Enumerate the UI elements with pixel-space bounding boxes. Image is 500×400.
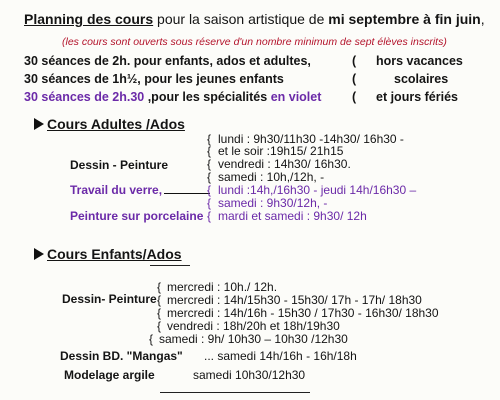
bd-schedule: ... samedi 14h/16h - 16h/18h: [204, 349, 357, 363]
children-dessin-line-5: samedi : 9h/ 10h30 – 10h30 /12h30: [159, 332, 348, 346]
title-rest: pour la saison artistique de: [153, 11, 329, 27]
adult-dessin-line-1: lundi : 9h30/11h30 -14h30/ 16h30 -: [218, 132, 404, 146]
adult-dessin-label: Dessin - Peinture: [70, 158, 169, 172]
blank-line: [164, 193, 210, 194]
brace: {: [207, 132, 212, 146]
children-dessin-line-1: mercredi : 10h./ 12h.: [167, 280, 278, 294]
verre-label-text: Travail du verre,: [70, 183, 163, 197]
session-line-1-text: 30 séances de 2h. pour enfants, ados et adultes,: [24, 54, 311, 68]
title-period: mi septembre à fin juin: [328, 11, 481, 27]
session-line-1: [24, 54, 311, 68]
brace: {: [157, 306, 162, 320]
session-paren-1: (: [352, 54, 357, 68]
brace: {: [157, 319, 162, 333]
title-trailing: ,: [480, 11, 485, 27]
porcelaine-line: mardi et samedi : 9h30/ 12h: [218, 209, 367, 223]
brace: {: [157, 280, 162, 294]
page-title: [24, 11, 485, 27]
verre-line-2: samedi : 9h30/12h, -: [218, 196, 328, 210]
arrow-right-icon: [34, 248, 44, 260]
brace: {: [207, 196, 212, 210]
brace: {: [207, 209, 212, 223]
adult-dessin-line-4: samedi : 10h,/12h, -: [218, 170, 325, 184]
children-heading: [34, 246, 182, 262]
session-line-3-violet: 30 séances de 2h.30: [24, 90, 145, 104]
children-dessin-label: Dessin- Peinture: [62, 292, 157, 306]
divider: [160, 392, 310, 393]
adults-heading-text: Cours Adultes /Ados: [47, 116, 185, 132]
registration-note: (les cours sont ouverts sous réserve d'un nombre minimum de sept élèves inscrits): [62, 36, 447, 48]
modelage-schedule: samedi 10h30/12h30: [193, 368, 306, 382]
adult-dessin-line-2: et le soir :19h15/ 21h15: [218, 144, 344, 158]
brace: {: [207, 157, 212, 171]
brace: {: [207, 183, 212, 197]
brace: {: [149, 332, 154, 346]
children-heading-text: Cours Enfants/Ados: [47, 246, 182, 262]
brace: {: [207, 170, 212, 184]
session-line-3-violet2: en violet: [270, 90, 322, 104]
verre-line-1: lundi :14h,/16h30 - jeudi 14h/16h30 –: [218, 183, 417, 197]
adult-dessin-line-3: vendredi : 14h30/ 16h30.: [218, 157, 351, 171]
adults-heading: [34, 116, 185, 132]
children-dessin-line-4: vendredi : 18h/20h et 18h/19h30: [167, 319, 340, 333]
porcelaine-label: Peinture sur porcelaine: [70, 209, 204, 223]
session-note-2: scolaires: [394, 72, 449, 86]
verre-label: [70, 183, 210, 197]
children-dessin-line-3: mercredi : 14h/16h - 15h30 / 17h30 - 16h30/ 18h30: [167, 306, 439, 320]
session-note-1: hors vacances: [376, 54, 463, 68]
modelage-label: Modelage argile: [64, 368, 155, 382]
session-line-2: [24, 72, 284, 86]
brace: {: [207, 144, 212, 158]
children-dessin-line-2: mercredi : 14h/15h30 - 15h30/ 17h - 17h/ 18h30: [167, 293, 422, 307]
session-note-3: et jours fériés: [376, 90, 458, 104]
title-underlined: Planning des cours: [24, 11, 154, 27]
session-paren-3: (: [352, 90, 357, 104]
arrow-right-icon: [34, 118, 44, 130]
session-line-3-rest: ,pour les spécialités: [144, 90, 271, 104]
session-line-3: [24, 90, 321, 104]
bd-label: Dessin BD. "Mangas": [60, 349, 183, 363]
divider: [150, 265, 190, 266]
session-paren-2: (: [352, 72, 357, 86]
brace: {: [157, 293, 162, 307]
session-line-2-text: 30 séances de 1h½, pour les jeunes enfants: [24, 72, 284, 86]
